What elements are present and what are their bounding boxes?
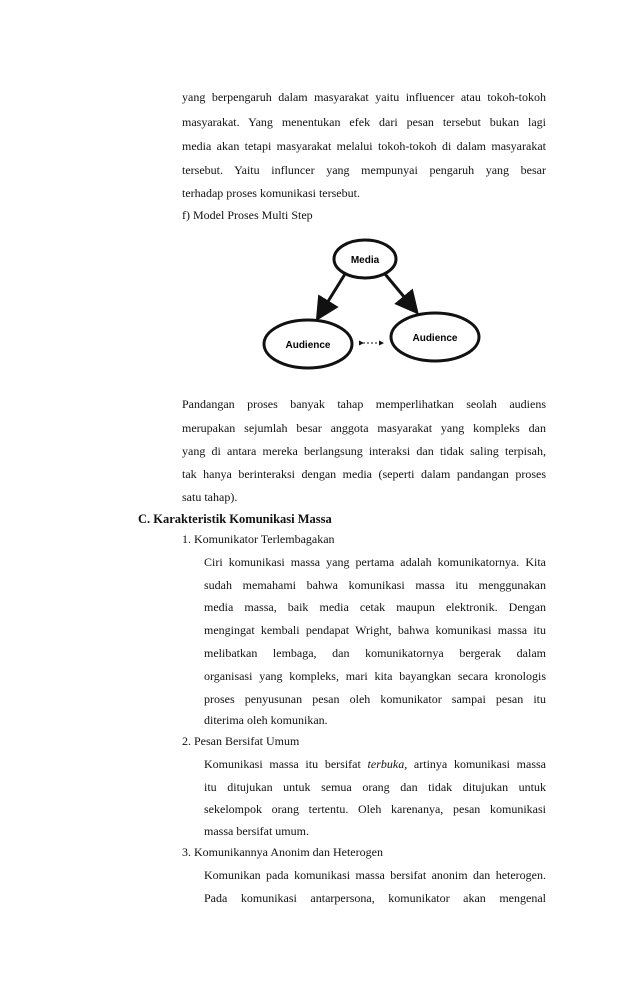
item1-line-7: proses penyusunan pesan oleh komunikator sampai pesan itu — [204, 692, 546, 706]
media-label: Media — [350, 255, 380, 266]
section-c-heading: C. Karakteristik Komunikasi Massa — [138, 512, 332, 526]
arrow-media-to-left — [319, 274, 345, 316]
item1-line-4: mengingat kembali pendapat Wright, bahwa komunikasi massa itu — [204, 623, 546, 637]
arrow-media-to-right — [385, 274, 415, 310]
item2-title: 2. Pesan Bersifat Umum — [182, 734, 300, 748]
model-title: f) Model Proses Multi Step — [182, 208, 313, 222]
item3-line-2: Pada komunikasi antarpersona, komunikator akan mengenal — [204, 891, 546, 905]
intro-line-5: terhadap proses komunikasi tersebut. — [182, 186, 360, 200]
intro-line-1: yang berpengaruh dalam masyarakat yaitu influencer atau tokoh-tokoh — [182, 90, 546, 104]
item2-line-2: itu ditujukan untuk semua orang dan tidak ditujukan untuk — [204, 780, 546, 794]
audience-left-label: Audience — [285, 340, 331, 351]
pandangan-line-3: yang di antara mereka berlangsung interaksi dan tidak saling terpisah, — [182, 444, 546, 458]
pandangan-line-1: Pandangan proses banyak tahap memperlihatkan seolah audiens — [182, 397, 546, 411]
item2-line-1 — [204, 757, 546, 771]
intro-line-2: masyarakat. Yang menentukan efek dari pesan tersebut bukan lagi — [182, 115, 546, 129]
item1-line-5: melibatkan lembaga, dan komunikatornya bergerak dalam — [204, 646, 546, 660]
intro-line-3: media akan tetapi masyarakat melalui tokoh-tokoh di dalam masyarakat — [182, 139, 546, 153]
diagram-svg — [255, 236, 487, 372]
item1-line-2: sudah memahami bahwa komunikasi massa itu menggunakan — [204, 578, 546, 592]
item2-line-3: sekelompok orang tertentu. Oleh karenanya, pesan komunikasi — [204, 802, 546, 816]
intro-line-4: tersebut. Yaitu influncer yang mempunyai pengaruh yang besar — [182, 163, 546, 177]
pandangan-line-4: tak hanya berinteraksi dengan media (seperti dalam pandangan proses — [182, 467, 546, 481]
pandangan-line-5: satu tahap). — [182, 490, 238, 504]
item2-line-1-a: Komunikasi massa itu bersifat — [204, 757, 368, 771]
item1-line-8: diterima oleh komunikan. — [204, 713, 328, 727]
item1-line-3: media massa, baik media cetak maupun elektronik. Dengan — [204, 600, 546, 614]
item1-line-1: Ciri komunikasi massa yang pertama adalah komunikatornya. Kita — [204, 555, 546, 569]
item1-line-6: organisasi yang kompleks, mari kita bayangkan secara kronologis — [204, 669, 546, 683]
pandangan-line-2: merupakan sejumlah besar anggota masyarakat yang kompleks dan — [182, 421, 546, 435]
multi-step-diagram — [255, 236, 487, 372]
item2-line-1-em: terbuka — [367, 757, 405, 771]
item1-title: 1. Komunikator Terlembagakan — [182, 532, 335, 546]
item2-line-4: massa bersifat umum. — [204, 824, 309, 838]
item3-title: 3. Komunikannya Anonim dan Heterogen — [182, 845, 383, 859]
item3-line-1: Komunikan pada komunikasi massa bersifat anonim dan heterogen. — [204, 868, 546, 882]
item2-line-1-b: , artinya komunikasi massa — [404, 757, 547, 771]
audience-right-label: Audience — [412, 333, 458, 344]
